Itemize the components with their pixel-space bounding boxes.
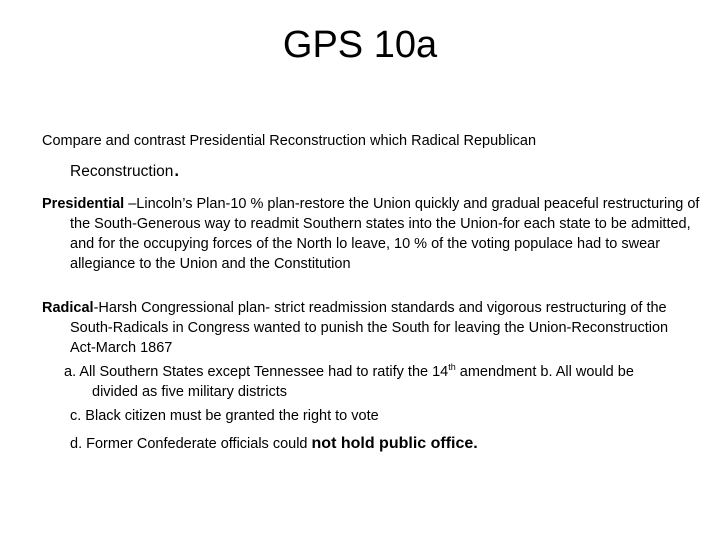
- slide-title: GPS 10a: [282, 24, 438, 66]
- radical-section: [42, 298, 682, 454]
- question-line-2-text: Reconstruction: [70, 163, 174, 180]
- question: [42, 131, 682, 182]
- radical-item-d-text: d. Former Confederate officials could: [70, 436, 312, 452]
- presidential-text: –Lincoln’s Plan-10 % plan-restore the Union quickly and gradual peaceful restructuring of the South-Generous way to readmit Southern states into the Union-for each state to be admitted, and for the occupying forces of the North lo leave, 10 % of the voting populace had to swear allegiance to the Union and the Constitution: [70, 196, 700, 272]
- radical-label: Radical: [42, 300, 94, 316]
- question-period: .: [173, 155, 181, 182]
- radical-item-a-text: a. All Southern States except Tennessee had to ratify the 14: [64, 364, 449, 380]
- radical-paragraph: [42, 298, 682, 358]
- presidential-paragraph: [42, 194, 710, 274]
- radical-text: -Harsh Congressional plan- strict readmission standards and vigorous restructuring of the South-Radicals in Congress wanted to punish the South for leaving the Union-Reconstruction Act-March 1867: [70, 300, 669, 356]
- radical-item-a: [42, 362, 682, 402]
- question-line-2: [42, 155, 682, 182]
- radical-item-a-rest: amendment b. All would be divided as five military districts: [92, 364, 634, 400]
- superscript-th: th: [448, 362, 456, 373]
- question-line-1: Compare and contrast Presidential Reconstruction which Radical Republican: [42, 133, 537, 149]
- radical-item-d: [42, 434, 682, 454]
- radical-item-d-emphasis: not hold public office.: [311, 435, 478, 452]
- radical-item-c: c. Black citizen must be granted the right to vote: [70, 408, 379, 424]
- presidential-label: Presidential: [42, 196, 125, 212]
